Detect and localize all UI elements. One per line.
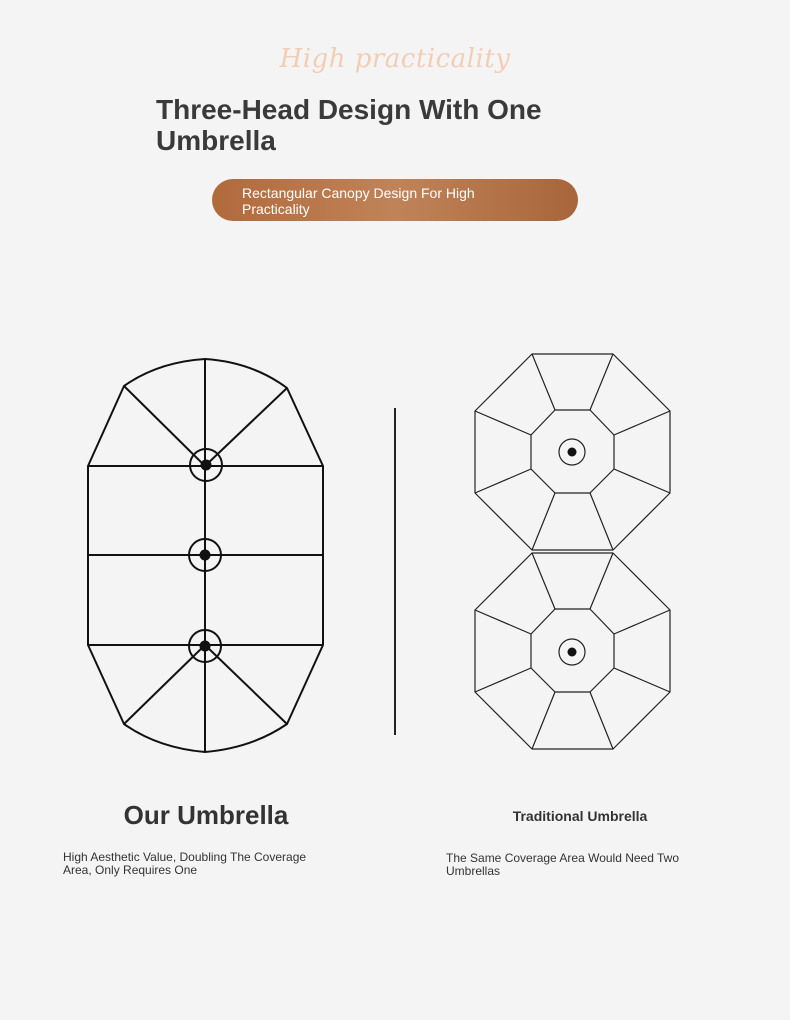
our-umbrella-diagram: [88, 359, 323, 752]
main-heading: Three-Head Design With One Umbrella: [156, 94, 542, 156]
traditional-umbrella-diagram-bottom: [475, 553, 670, 749]
traditional-umbrella-description: The Same Coverage Area Would Need Two Umbrellas: [446, 851, 680, 878]
our-umbrella-description: High Aesthetic Value, Doubling The Coverage Area, Only Requires One: [63, 850, 307, 877]
feature-badge-text: Rectangular Canopy Design For High Practicality: [242, 185, 475, 217]
traditional-umbrella-diagram-top: [475, 354, 670, 550]
traditional-umbrella-title: Traditional Umbrella: [512, 808, 648, 824]
our-umbrella-title: Our Umbrella: [123, 800, 289, 830]
script-title: High practicality: [279, 44, 511, 74]
